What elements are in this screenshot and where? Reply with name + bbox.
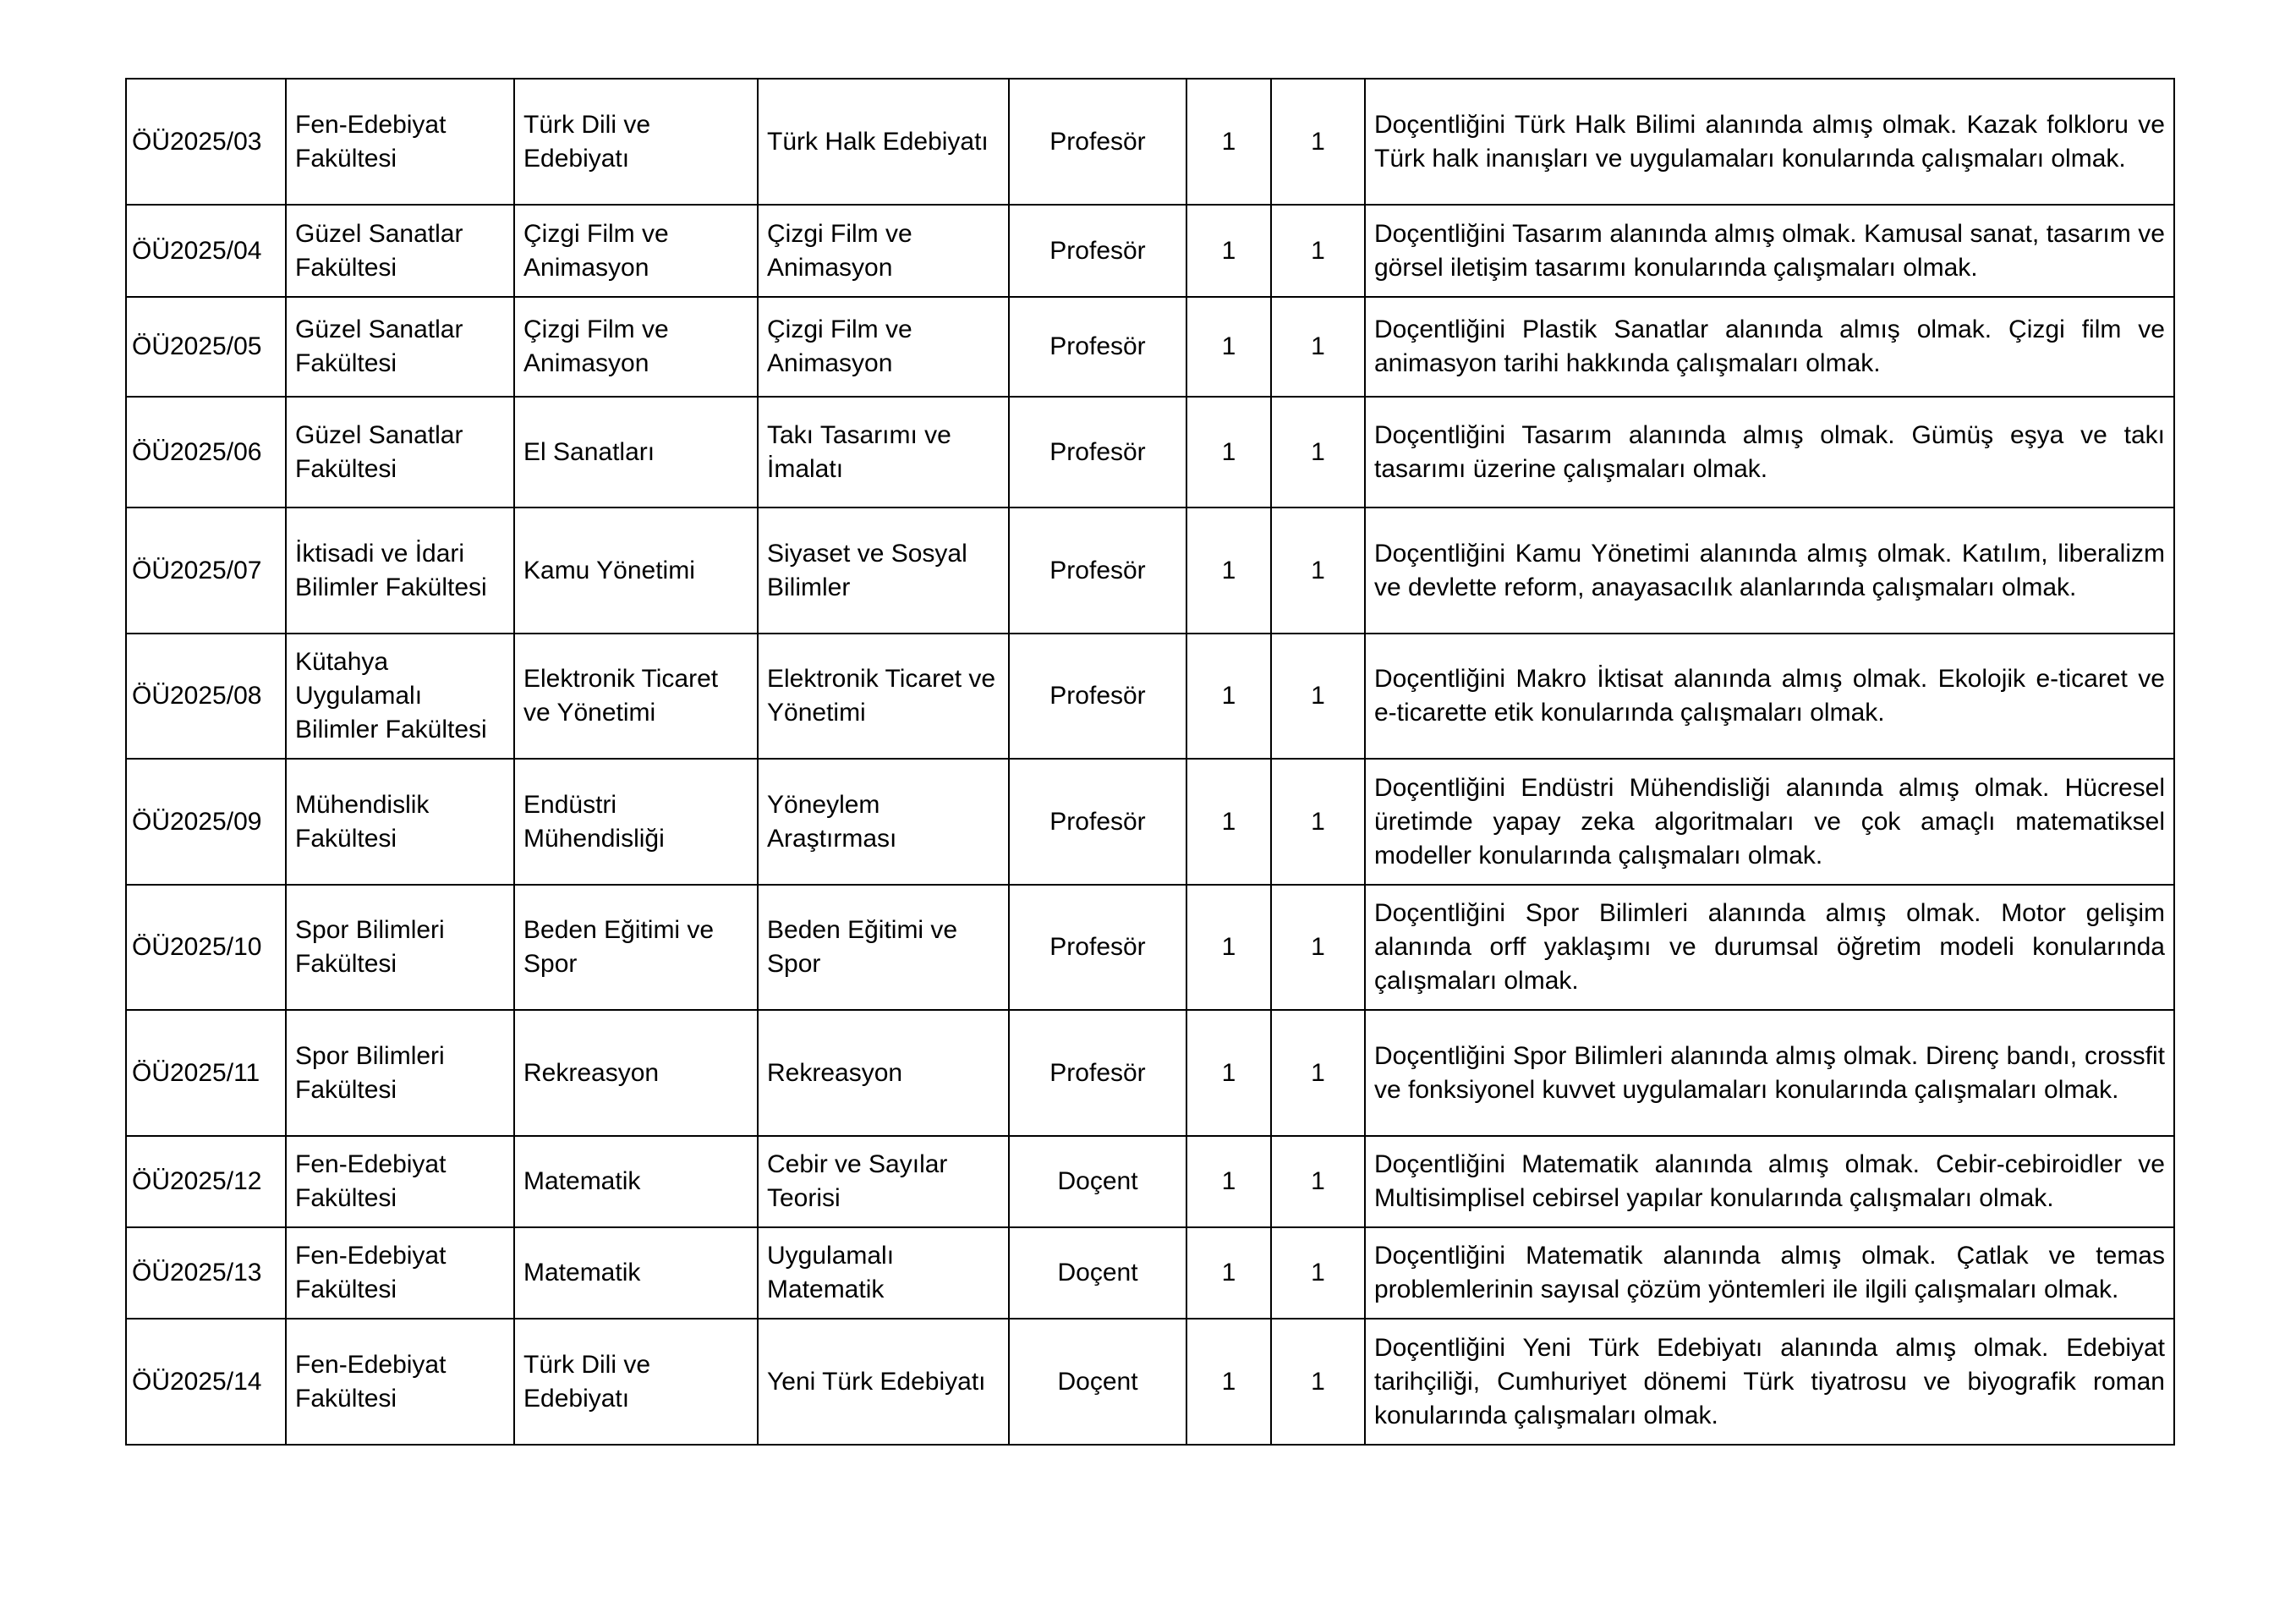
faculty-cell: Fen-Edebiyat Fakültesi [286, 1136, 514, 1227]
program-cell: Yöneylem Araştırması [758, 759, 1009, 885]
degree-cell: 1 [1186, 634, 1271, 759]
title-cell: Profesör [1009, 397, 1186, 508]
count-cell: 1 [1271, 634, 1365, 759]
department-cell: Türk Dili ve Edebiyatı [514, 79, 758, 205]
degree-cell: 1 [1186, 1227, 1271, 1319]
faculty-cell: Güzel Sanatlar Fakültesi [286, 205, 514, 297]
program-cell: Elektronik Ticaret ve Yönetimi [758, 634, 1009, 759]
position-code: ÖÜ2025/09 [126, 759, 286, 885]
position-code: ÖÜ2025/06 [126, 397, 286, 508]
title-cell: Profesör [1009, 634, 1186, 759]
positions-table [125, 78, 2175, 1446]
program-cell: Beden Eğitimi ve Spor [758, 885, 1009, 1010]
department-cell: Elektronik Ticaret ve Yönetimi [514, 634, 758, 759]
count-cell: 1 [1271, 508, 1365, 634]
count-cell: 1 [1271, 205, 1365, 297]
department-cell: Çizgi Film ve Animasyon [514, 205, 758, 297]
degree-cell: 1 [1186, 508, 1271, 634]
requirement-cell: Doçentliğini Tasarım alanında almış olmak. Gümüş eşya ve takı tasarımı üzerine çalışmaları olmak. [1365, 397, 2174, 508]
department-cell: Türk Dili ve Edebiyatı [514, 1319, 758, 1445]
program-cell: Yeni Türk Edebiyatı [758, 1319, 1009, 1445]
program-cell: Cebir ve Sayılar Teorisi [758, 1136, 1009, 1227]
degree-cell: 1 [1186, 885, 1271, 1010]
department-cell: Matematik [514, 1136, 758, 1227]
requirement-cell: Doçentliğini Yeni Türk Edebiyatı alanında almış olmak. Edebiyat tarihçiliği, Cumhuriyet dönemi Türk tiyatrosu ve biyografik roman konularında çalışmaları olmak. [1365, 1319, 2174, 1445]
table-row [126, 508, 2174, 634]
table-row [126, 297, 2174, 397]
position-code: ÖÜ2025/05 [126, 297, 286, 397]
count-cell: 1 [1271, 885, 1365, 1010]
requirement-cell: Doçentliğini Endüstri Mühendisliği alanında almış olmak. Hücresel üretimde yapay zeka algoritmaları ve çok amaçlı matematiksel modeller konularında çalışmaları olmak. [1365, 759, 2174, 885]
table-row [126, 1227, 2174, 1319]
count-cell: 1 [1271, 1227, 1365, 1319]
faculty-cell: Spor Bilimleri Fakültesi [286, 1010, 514, 1136]
position-code: ÖÜ2025/13 [126, 1227, 286, 1319]
position-code: ÖÜ2025/12 [126, 1136, 286, 1227]
faculty-cell: Güzel Sanatlar Fakültesi [286, 297, 514, 397]
department-cell: Matematik [514, 1227, 758, 1319]
position-code: ÖÜ2025/10 [126, 885, 286, 1010]
title-cell: Profesör [1009, 885, 1186, 1010]
count-cell: 1 [1271, 759, 1365, 885]
count-cell: 1 [1271, 1136, 1365, 1227]
count-cell: 1 [1271, 397, 1365, 508]
faculty-cell: Fen-Edebiyat Fakültesi [286, 1319, 514, 1445]
table-row [126, 759, 2174, 885]
faculty-cell: Güzel Sanatlar Fakültesi [286, 397, 514, 508]
requirement-cell: Doçentliğini Plastik Sanatlar alanında almış olmak. Çizgi film ve animasyon tarihi hakkında çalışmaları olmak. [1365, 297, 2174, 397]
program-cell: Uygulamalı Matematik [758, 1227, 1009, 1319]
faculty-cell: İktisadi ve İdari Bilimler Fakültesi [286, 508, 514, 634]
count-cell: 1 [1271, 1010, 1365, 1136]
position-code: ÖÜ2025/04 [126, 205, 286, 297]
position-code: ÖÜ2025/11 [126, 1010, 286, 1136]
degree-cell: 1 [1186, 1136, 1271, 1227]
title-cell: Profesör [1009, 1010, 1186, 1136]
degree-cell: 1 [1186, 79, 1271, 205]
department-cell: Endüstri Mühendisliği [514, 759, 758, 885]
title-cell: Profesör [1009, 205, 1186, 297]
requirement-cell: Doçentliğini Makro İktisat alanında almış olmak. Ekolojik e-ticaret ve e-ticarette etik konularında çalışmaları olmak. [1365, 634, 2174, 759]
department-cell: Beden Eğitimi ve Spor [514, 885, 758, 1010]
department-cell: Çizgi Film ve Animasyon [514, 297, 758, 397]
table-row [126, 1136, 2174, 1227]
table-row [126, 1319, 2174, 1445]
position-code: ÖÜ2025/14 [126, 1319, 286, 1445]
title-cell: Doçent [1009, 1227, 1186, 1319]
position-code: ÖÜ2025/08 [126, 634, 286, 759]
position-code: ÖÜ2025/03 [126, 79, 286, 205]
faculty-cell: Mühendislik Fakültesi [286, 759, 514, 885]
degree-cell: 1 [1186, 205, 1271, 297]
count-cell: 1 [1271, 1319, 1365, 1445]
program-cell: Çizgi Film ve Animasyon [758, 297, 1009, 397]
program-cell: Siyaset ve Sosyal Bilimler [758, 508, 1009, 634]
title-cell: Profesör [1009, 79, 1186, 205]
requirement-cell: Doçentliğini Kamu Yönetimi alanında almış olmak. Katılım, liberalizm ve devlette reform, anayasacılık alanlarında çalışmaları olmak. [1365, 508, 2174, 634]
count-cell: 1 [1271, 297, 1365, 397]
requirement-cell: Doçentliğini Türk Halk Bilimi alanında almış olmak. Kazak folkloru ve Türk halk inanışları ve uygulamaları konularında çalışmaları olmak. [1365, 79, 2174, 205]
requirement-cell: Doçentliğini Spor Bilimleri alanında almış olmak. Direnç bandı, crossfit ve fonksiyonel kuvvet uygulamaları konularında çalışmaları olmak. [1365, 1010, 2174, 1136]
count-cell: 1 [1271, 79, 1365, 205]
degree-cell: 1 [1186, 297, 1271, 397]
table-row [126, 885, 2174, 1010]
degree-cell: 1 [1186, 1010, 1271, 1136]
faculty-cell: Kütahya Uygulamalı Bilimler Fakültesi [286, 634, 514, 759]
requirement-cell: Doçentliğini Tasarım alanında almış olmak. Kamusal sanat, tasarım ve görsel iletişim tasarımı konularında çalışmaları olmak. [1365, 205, 2174, 297]
table-row [126, 79, 2174, 205]
faculty-cell: Fen-Edebiyat Fakültesi [286, 1227, 514, 1319]
position-code: ÖÜ2025/07 [126, 508, 286, 634]
title-cell: Profesör [1009, 508, 1186, 634]
program-cell: Rekreasyon [758, 1010, 1009, 1136]
title-cell: Profesör [1009, 297, 1186, 397]
program-cell: Türk Halk Edebiyatı [758, 79, 1009, 205]
requirement-cell: Doçentliğini Matematik alanında almış olmak. Çatlak ve temas problemlerinin sayısal çözüm yöntemleri ile ilgili çalışmaları olmak. [1365, 1227, 2174, 1319]
department-cell: Kamu Yönetimi [514, 508, 758, 634]
requirement-cell: Doçentliğini Matematik alanında almış olmak. Cebir-cebiroidler ve Multisimplisel cebirsel yapılar konularında çalışmaları olmak. [1365, 1136, 2174, 1227]
faculty-cell: Fen-Edebiyat Fakültesi [286, 79, 514, 205]
title-cell: Doçent [1009, 1136, 1186, 1227]
department-cell: Rekreasyon [514, 1010, 758, 1136]
table-row [126, 1010, 2174, 1136]
requirement-cell: Doçentliğini Spor Bilimleri alanında almış olmak. Motor gelişim alanında orff yaklaşımı ve durumsal öğretim modeli konularında çalışmaları olmak. [1365, 885, 2174, 1010]
program-cell: Takı Tasarımı ve İmalatı [758, 397, 1009, 508]
title-cell: Profesör [1009, 759, 1186, 885]
table-row [126, 634, 2174, 759]
table-row [126, 205, 2174, 297]
department-cell: El Sanatları [514, 397, 758, 508]
table-row [126, 397, 2174, 508]
degree-cell: 1 [1186, 759, 1271, 885]
title-cell: Doçent [1009, 1319, 1186, 1445]
degree-cell: 1 [1186, 1319, 1271, 1445]
program-cell: Çizgi Film ve Animasyon [758, 205, 1009, 297]
faculty-cell: Spor Bilimleri Fakültesi [286, 885, 514, 1010]
degree-cell: 1 [1186, 397, 1271, 508]
